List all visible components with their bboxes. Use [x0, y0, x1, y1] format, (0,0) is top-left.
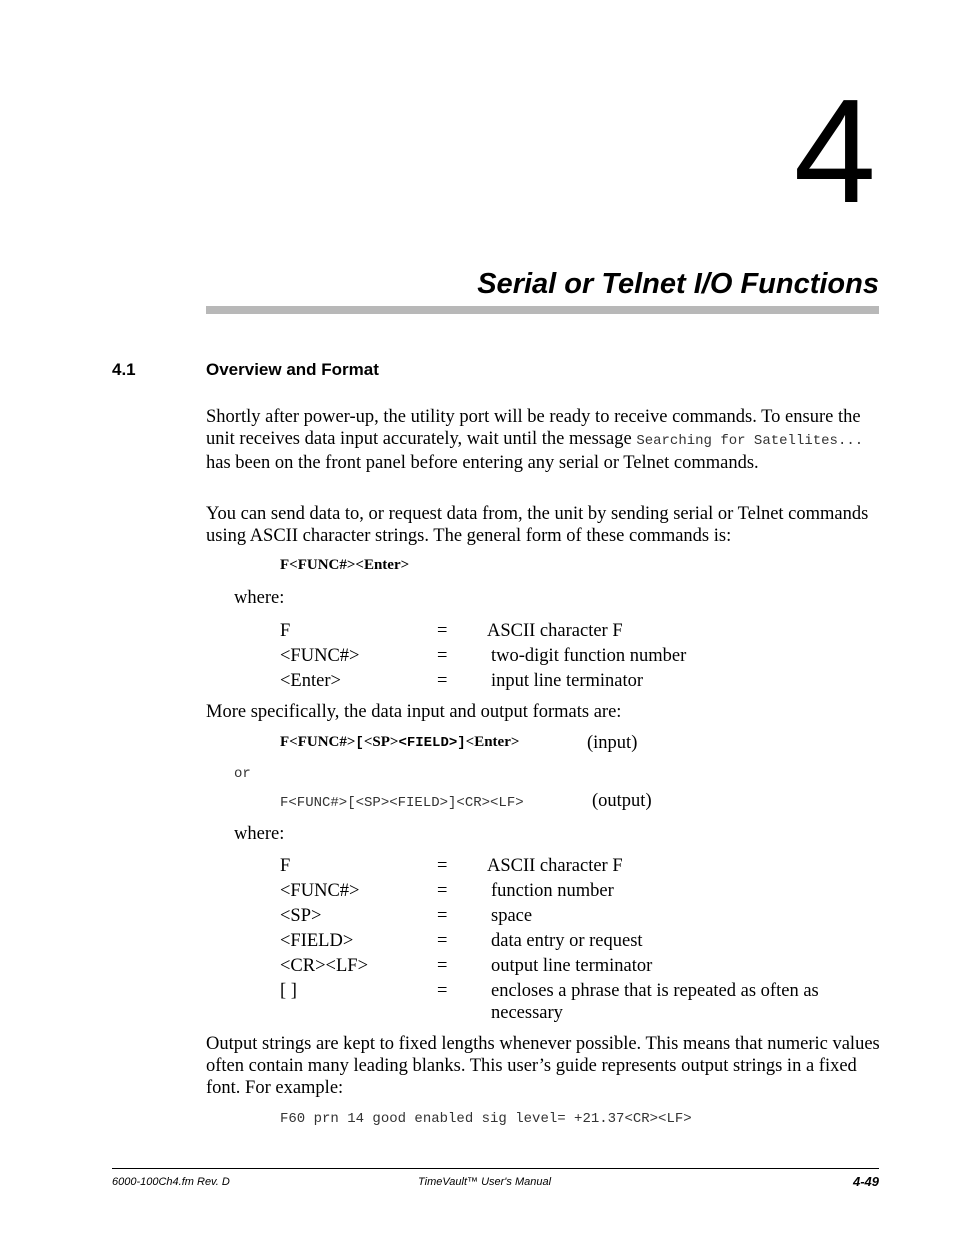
section-number: 4.1: [112, 360, 136, 379]
def1-eq-func: =: [437, 646, 448, 666]
def1-term-f: F: [280, 621, 291, 641]
input-format-line: [280, 733, 519, 751]
def2-desc-field: data entry or request: [491, 931, 643, 951]
input-note: (input): [587, 733, 638, 753]
input-format-bracket-close: ]: [457, 735, 466, 751]
paragraph-formats: More specifically, the data input and output formats are:: [206, 702, 622, 722]
output-note: (output): [592, 791, 652, 811]
input-format-field: <FIELD>: [398, 735, 458, 751]
def2-term-f: F: [280, 856, 291, 876]
title-rule: [206, 306, 879, 314]
def2-eq-f: =: [437, 856, 448, 876]
para1-text-b: has been on the front panel before entering any serial or Telnet commands.: [206, 453, 759, 473]
def2-term-brackets: [ ]: [280, 981, 297, 1001]
where-label-2: where:: [234, 824, 285, 844]
def2-eq-sp: =: [437, 906, 448, 926]
footer-manual-title: TimeVault™ User's Manual: [418, 1176, 552, 1188]
def1-eq-f: =: [437, 621, 448, 641]
footer-rule: [112, 1168, 879, 1169]
def2-desc-brackets: encloses a phrase that is repeated as often as: [491, 981, 819, 1001]
def2-desc-brackets-cont: necessary: [491, 1003, 563, 1023]
example-output-string: F60 prn 14 good enabled sig level= +21.37<CR><LF>: [280, 1111, 692, 1127]
def2-term-crlf: <CR><LF>: [280, 956, 369, 976]
def1-desc-enter: input line terminator: [491, 671, 644, 691]
or-label: or: [234, 766, 251, 782]
input-format-sp: <SP>: [363, 734, 399, 750]
def2-desc-func: function number: [491, 881, 614, 901]
def2-term-field: <FIELD>: [280, 931, 354, 951]
def1-desc-f: ASCII character F: [487, 621, 623, 641]
para1-text-a: Shortly after power-up, the utility port will be ready to receive commands. To ensure the unit receives data input accurately, wait until the message: [206, 407, 861, 449]
input-format-enter: <Enter>: [465, 734, 520, 750]
input-format-bracket-open: [: [355, 735, 364, 751]
section-title: Overview and Format: [206, 360, 379, 379]
def1-term-func: <FUNC#>: [280, 646, 360, 666]
chapter-number: 4: [793, 69, 876, 234]
def2-eq-func: =: [437, 881, 448, 901]
def2-term-sp: <SP>: [280, 906, 322, 926]
def2-term-func: <FUNC#>: [280, 881, 360, 901]
paragraph-intro: [206, 406, 882, 474]
front-panel-message: Searching for Satellites...: [636, 433, 864, 449]
def1-term-enter: <Enter>: [280, 671, 341, 691]
paragraph-output-strings: Output strings are kept to fixed lengths whenever possible. This means that numeric values often contain many leading blanks. This user’s guide represents output strings in a fixed font. For example:: [206, 1034, 880, 1098]
footer-filename: 6000-100Ch4.fm Rev. D: [112, 1176, 230, 1188]
paragraph-general-form: You can send data to, or request data from, the unit by sending serial or Telnet commands using ASCII character strings. The general form of these commands is:: [206, 504, 869, 546]
page-number: 4-49: [852, 1174, 879, 1189]
def1-desc-func: two-digit function number: [491, 646, 687, 666]
general-form-command: F<FUNC#><Enter>: [280, 557, 410, 573]
def2-desc-f: ASCII character F: [487, 856, 623, 876]
chapter-title: Serial or Telnet I/O Functions: [477, 268, 879, 300]
def2-eq-brackets: =: [437, 981, 448, 1001]
output-format-code: F<FUNC#>[<SP><FIELD>]<CR><LF>: [280, 795, 524, 811]
where-label-1: where:: [234, 588, 285, 608]
def2-desc-sp: space: [491, 906, 533, 926]
def2-eq-crlf: =: [437, 956, 448, 976]
def1-eq-enter: =: [437, 671, 448, 691]
def2-eq-field: =: [437, 931, 448, 951]
input-format-func: F<FUNC#>: [280, 734, 356, 750]
def2-desc-crlf: output line terminator: [491, 956, 653, 976]
